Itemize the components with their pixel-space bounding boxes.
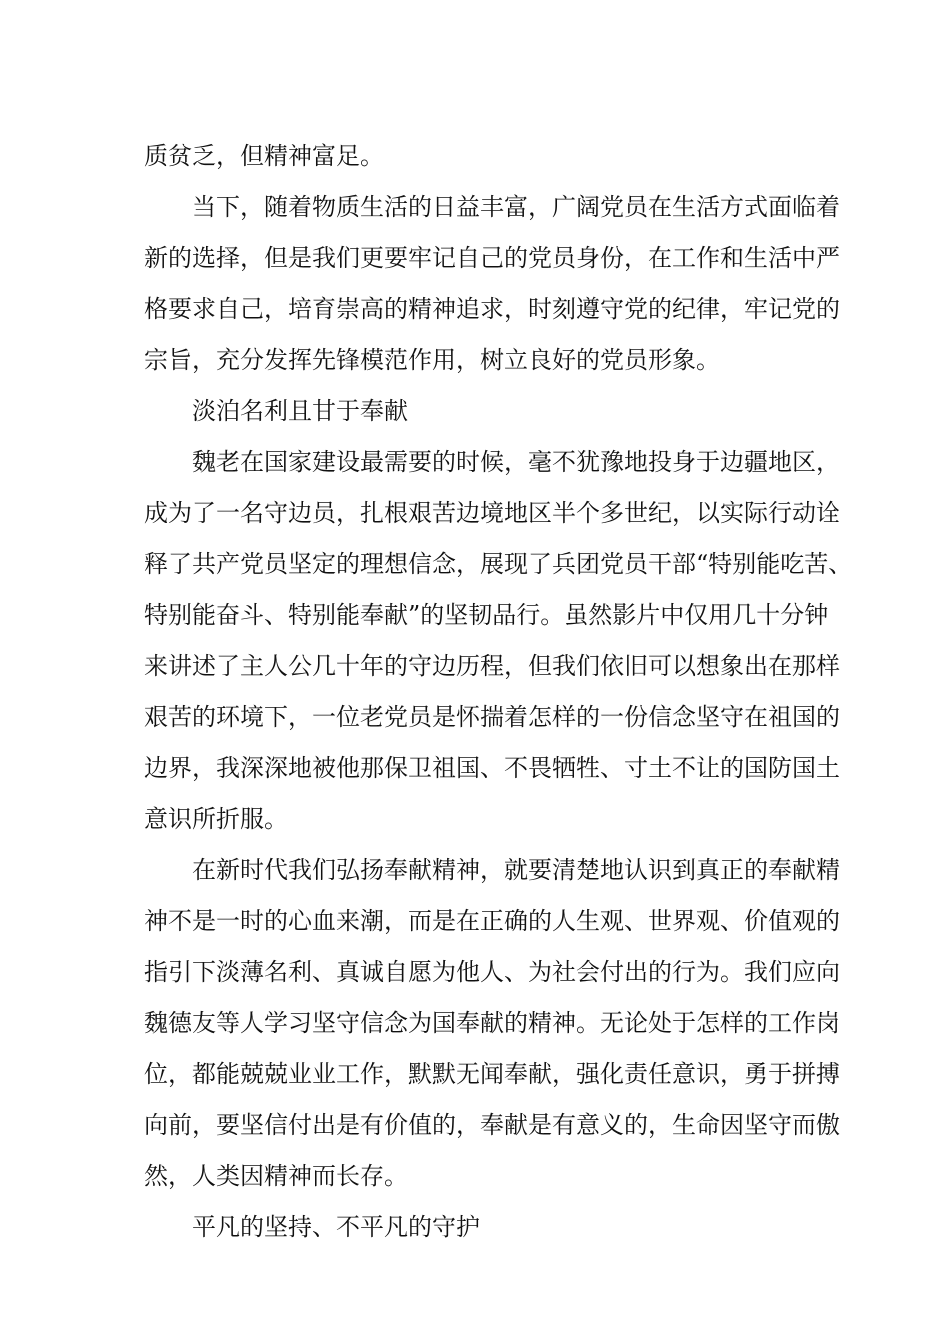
text-line: 魏老在国家建设最需要的时候，毫不犹豫地投身于边疆地区， [192, 448, 840, 476]
text-line: 神不是一时的心血来潮，而是在正确的人生观、世界观、价值观的 [144, 907, 840, 935]
text-line: 在新时代我们弘扬奉献精神，就要清楚地认识到真正的奉献精 [192, 856, 840, 884]
text-line: 魏德友等人学习坚守信念为国奉献的精神。无论处于怎样的工作岗 [144, 1009, 840, 1037]
text-line: 位，都能兢兢业业工作，默默无闻奉献，强化责任意识，勇于拼搏 [144, 1060, 840, 1088]
section-heading: 平凡的坚持、不平凡的守护 [192, 1213, 480, 1241]
text-line: 意识所折服。 [144, 805, 288, 833]
text-line: 释了共产党员坚定的理想信念，展现了兵团党员干部“特别能吃苦、 [144, 550, 853, 578]
section-heading: 淡泊名利且甘于奉献 [192, 397, 408, 425]
text-line: 当下，随着物质生活的日益丰富，广阔党员在生活方式面临着 [192, 193, 840, 221]
text-line: 特别能奋斗、特别能奉献”的坚韧品行。虽然影片中仅用几十分钟 [144, 601, 829, 629]
text-line: 成为了一名守边员，扎根艰苦边境地区半个多世纪，以实际行动诠 [144, 499, 840, 527]
text-line: 指引下淡薄名利、真诚自愿为他人、为社会付出的行为。我们应向 [144, 958, 840, 986]
text-line: 艰苦的环境下，一位老党员是怀揣着怎样的一份信念坚守在祖国的 [144, 703, 840, 731]
text-line: 新的选择，但是我们更要牢记自己的党员身份，在工作和生活中严 [144, 244, 840, 272]
text-line: 然，人类因精神而长存。 [144, 1162, 408, 1190]
text-line: 向前，要坚信付出是有价值的，奉献是有意义的，生命因坚守而傲 [144, 1111, 840, 1139]
document-body [144, 131, 853, 1253]
text-line: 质贫乏，但精神富足。 [144, 142, 384, 170]
text-line: 格要求自己，培育崇高的精神追求，时刻遵守党的纪律，牢记党的 [144, 295, 840, 323]
text-line: 来讲述了主人公几十年的守边历程，但我们依旧可以想象出在那样 [144, 652, 840, 680]
text-line: 宗旨，充分发挥先锋模范作用，树立良好的党员形象。 [144, 346, 720, 374]
text-line: 边界，我深深地被他那保卫祖国、不畏牺牲、寸土不让的国防国土 [144, 754, 840, 782]
